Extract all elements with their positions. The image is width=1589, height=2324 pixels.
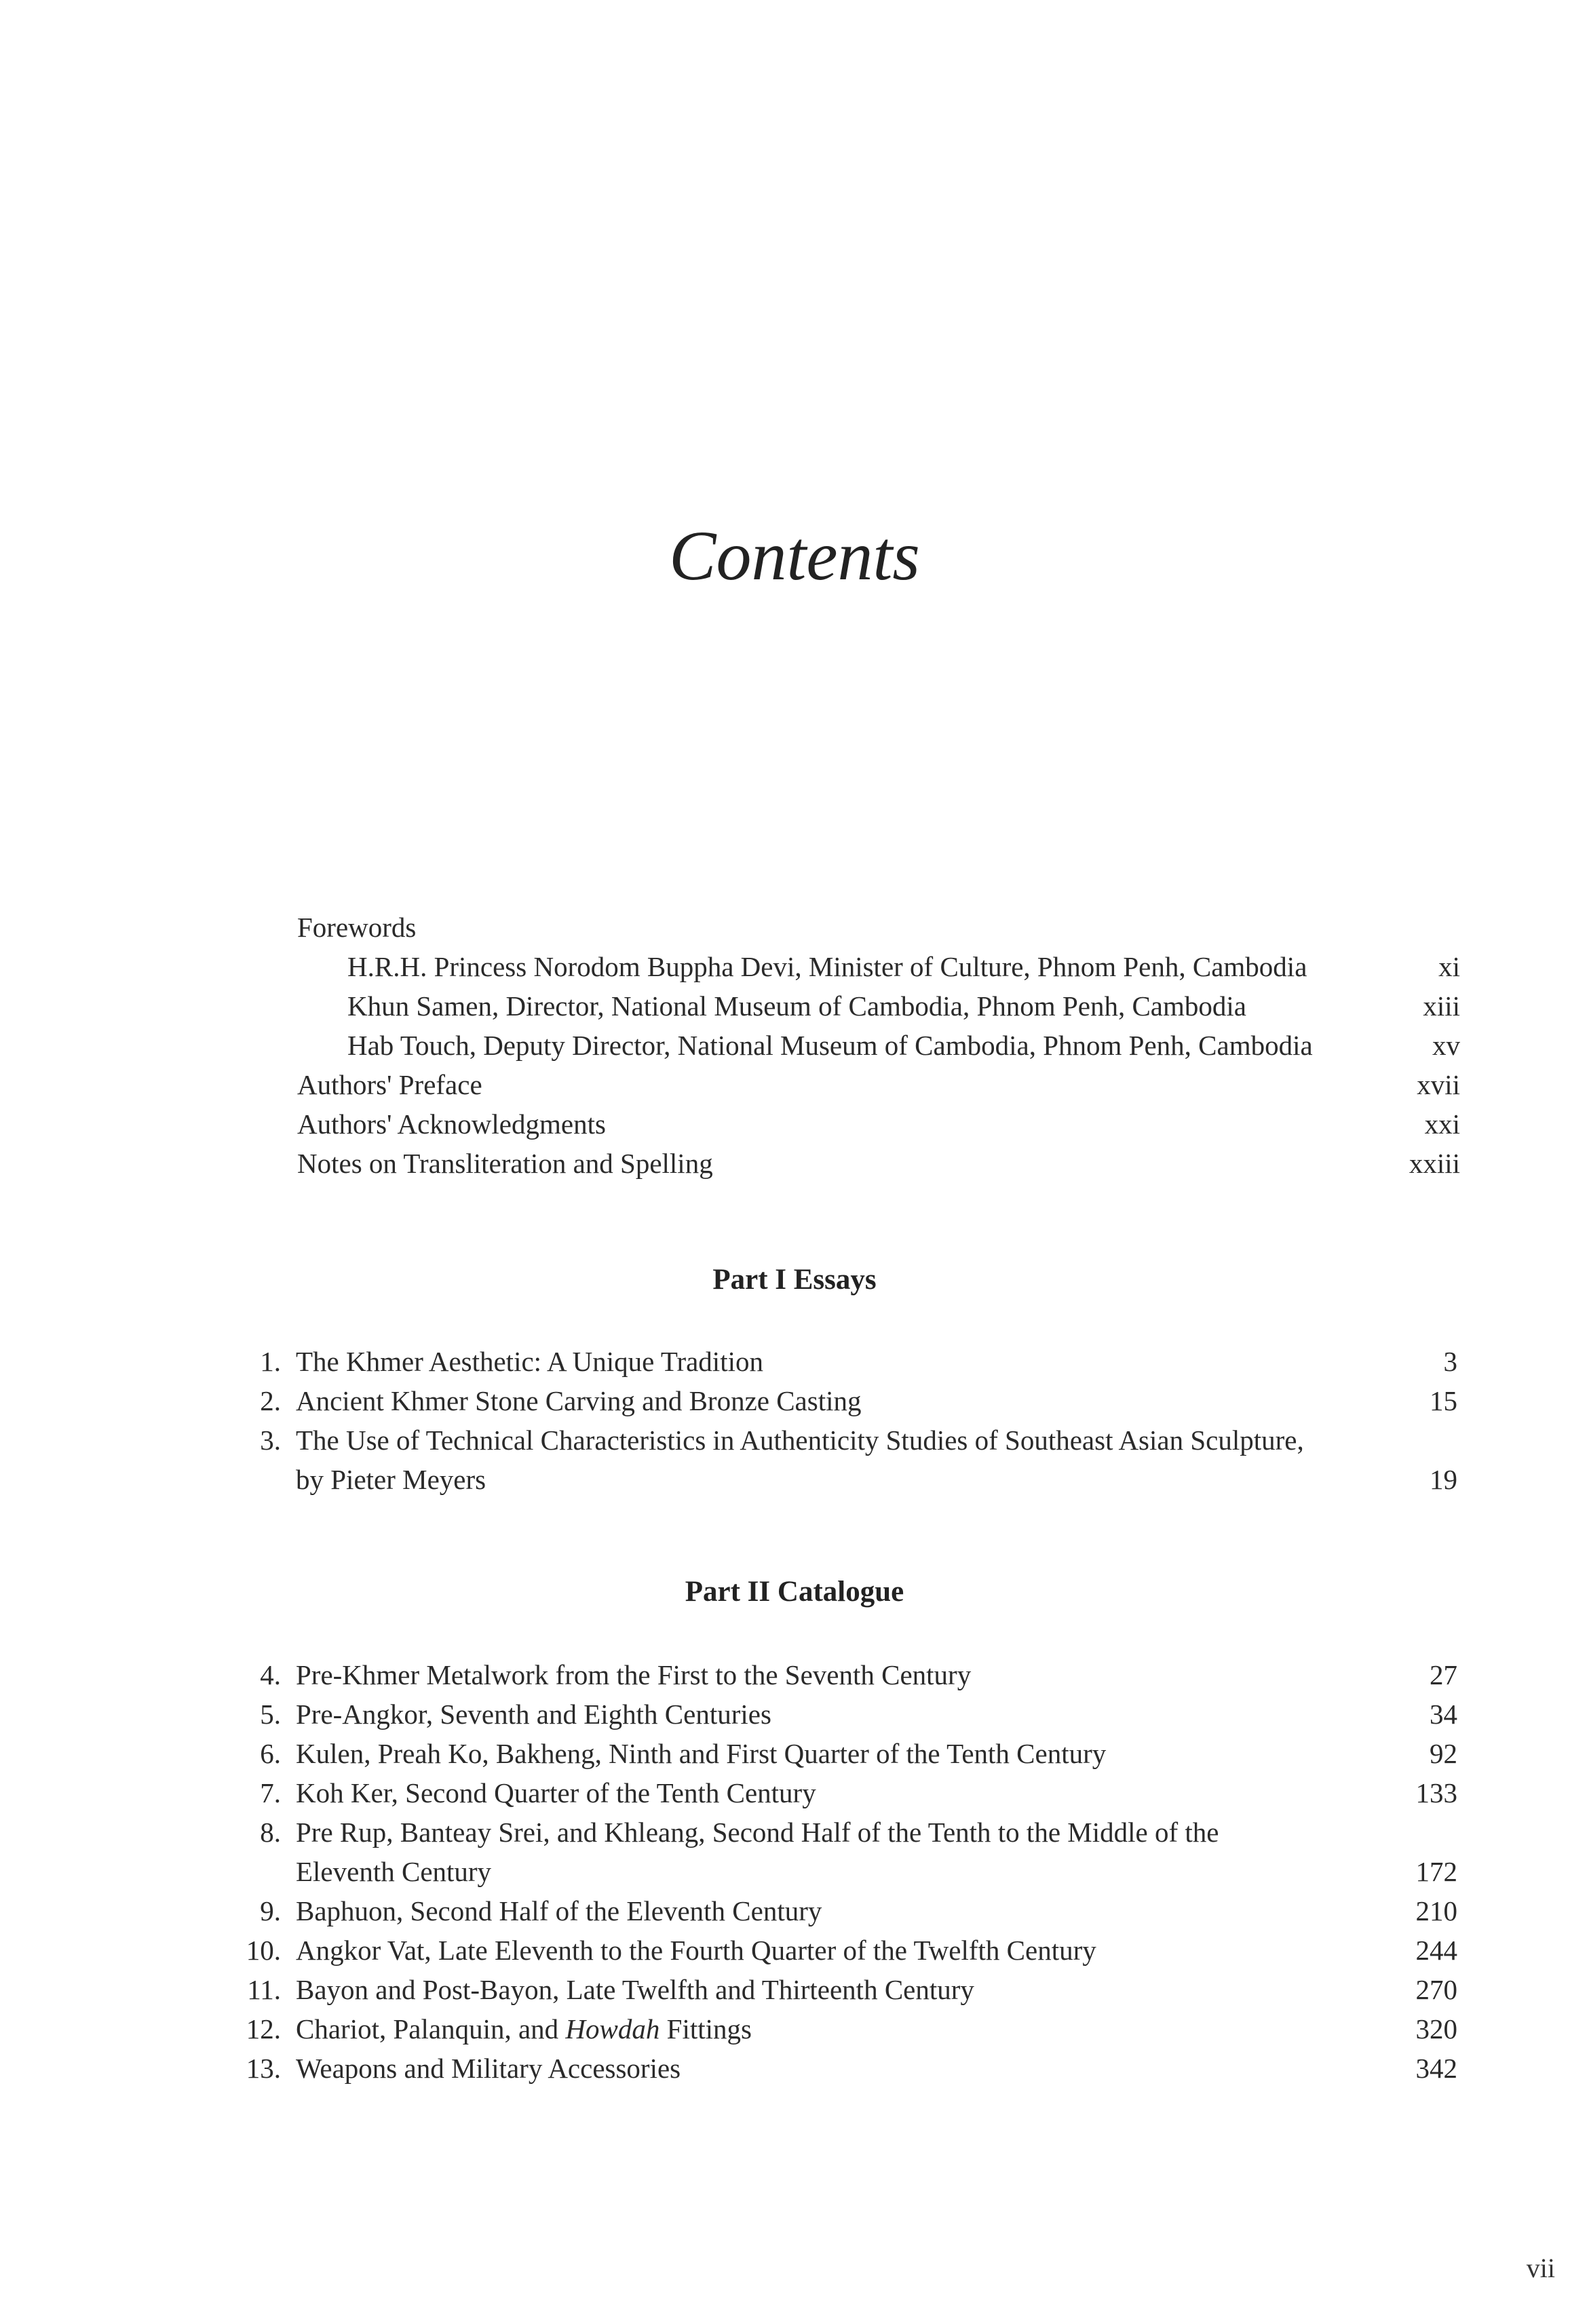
- part2-heading: Part II Catalogue: [685, 1576, 904, 1608]
- front-matter-entry-text: Authors' Preface: [297, 1069, 482, 1100]
- toc-entry-title: Pre-Angkor, Seventh and Eighth Centuries: [296, 1699, 771, 1730]
- toc-entry: [0, 1813, 1589, 1852]
- toc-entry-title-part: Fittings: [659, 2013, 752, 2045]
- foreword-entry: [0, 986, 1589, 1026]
- toc-entry-number: 11.: [247, 1974, 281, 2005]
- toc-entry: [0, 1420, 1589, 1460]
- toc-entry-title-italic: Howdah: [565, 2013, 660, 2045]
- toc-entry-page: 172: [1415, 1856, 1457, 1887]
- toc-entry-title: Baphuon, Second Half of the Eleventh Century: [296, 1895, 822, 1926]
- front-matter-entry: [0, 1104, 1589, 1144]
- foreword-entry-text: Hab Touch, Deputy Director, National Museum of Cambodia, Phnom Penh, Cambodia: [347, 1030, 1313, 1061]
- toc-entry-page: 320: [1415, 2013, 1457, 2045]
- toc-entry-title: Eleventh Century: [296, 1856, 492, 1887]
- toc-entry-title-part: Chariot, Palanquin, and: [296, 2013, 566, 2045]
- toc-entry-title: Pre-Khmer Metalwork from the First to the Seventh Century: [296, 1659, 972, 1690]
- front-matter-entry-page: xvii: [1417, 1069, 1460, 1100]
- toc-entry-title: Bayon and Post-Bayon, Late Twelfth and Thirteenth Century: [296, 1974, 974, 2005]
- toc-entry-title: The Use of Technical Characteristics in Authenticity Studies of Southeast Asian Sculpture,: [296, 1425, 1304, 1456]
- toc-entry-page: 34: [1430, 1699, 1457, 1730]
- toc-entry-number: 12.: [246, 2013, 281, 2045]
- foreword-entry: [0, 947, 1589, 986]
- toc-entry-page: 27: [1430, 1659, 1457, 1690]
- toc-entry-title: Weapons and Military Accessories: [296, 2053, 681, 2084]
- toc-entry-title: Angkor Vat, Late Eleventh to the Fourth Quarter of the Twelfth Century: [296, 1935, 1096, 1966]
- front-matter-entry-page: xxi: [1424, 1108, 1460, 1140]
- toc-entry: [0, 1891, 1589, 1931]
- foreword-entry-page: xi: [1438, 951, 1460, 982]
- foreword-entry: [0, 1026, 1589, 1065]
- forewords-label-text: Forewords: [297, 912, 417, 943]
- toc-entry-number: 10.: [246, 1935, 281, 1966]
- toc-entry-page: 19: [1430, 1464, 1457, 1495]
- toc-entry-page: 342: [1415, 2053, 1457, 2084]
- toc-entry-page: 244: [1415, 1935, 1457, 1966]
- front-matter-entry-page: xxiii: [1409, 1148, 1460, 1179]
- front-matter-entry-text: Notes on Transliteration and Spelling: [297, 1148, 713, 1179]
- toc-entry-number: 4.: [260, 1659, 281, 1690]
- toc-entry-page: 3: [1443, 1346, 1457, 1377]
- toc-entry-number: 3.: [260, 1425, 281, 1456]
- front-matter-entry: [0, 1144, 1589, 1183]
- toc-entry-title: Koh Ker, Second Quarter of the Tenth Century: [296, 1777, 816, 1808]
- toc-entry-number: 1.: [260, 1346, 281, 1377]
- page-number: vii: [1526, 2253, 1555, 2283]
- toc-entry: [0, 1655, 1589, 1694]
- toc-entry-continuation: [0, 1460, 1589, 1499]
- foreword-entry-text: Khun Samen, Director, National Museum of Cambodia, Phnom Penh, Cambodia: [347, 990, 1246, 1022]
- toc-entry: [0, 1734, 1589, 1773]
- toc-entry-title: Ancient Khmer Stone Carving and Bronze Casting: [296, 1385, 862, 1416]
- toc-entry-title: The Khmer Aesthetic: A Unique Tradition: [296, 1346, 763, 1377]
- toc-entry-page: 270: [1415, 1974, 1457, 2005]
- toc-entry-number: 2.: [260, 1385, 281, 1416]
- toc-entry-number: 5.: [260, 1699, 281, 1730]
- toc-entry: [0, 1773, 1589, 1813]
- toc-entry: [0, 2049, 1589, 2088]
- part1-heading: Part I Essays: [712, 1264, 877, 1296]
- toc-entry: [0, 2009, 1589, 2049]
- toc-entry-number: 7.: [260, 1777, 281, 1808]
- toc-entry-page: 15: [1430, 1385, 1457, 1416]
- toc-entry: [0, 1694, 1589, 1734]
- page-title: Contents: [669, 517, 920, 595]
- foreword-entry-text: H.R.H. Princess Norodom Buppha Devi, Minister of Culture, Phnom Penh, Cambodia: [347, 951, 1307, 982]
- toc-entry-title: by Pieter Meyers: [296, 1464, 486, 1495]
- front-matter-entry-text: Authors' Acknowledgments: [297, 1108, 606, 1140]
- toc-entry: [0, 1970, 1589, 2009]
- toc-entry-title: Kulen, Preah Ko, Bakheng, Ninth and First Quarter of the Tenth Century: [296, 1738, 1107, 1769]
- toc-entry: [0, 1931, 1589, 1970]
- toc-entry-page: 210: [1415, 1895, 1457, 1926]
- foreword-entry-page: xv: [1432, 1030, 1460, 1061]
- foreword-entry-page: xiii: [1423, 990, 1460, 1022]
- forewords-label: [297, 908, 1451, 947]
- front-matter-entry: [0, 1065, 1589, 1104]
- toc-entry-title: [296, 2009, 752, 2049]
- toc-entry-number: 13.: [246, 2053, 281, 2084]
- toc-entry-page: 133: [1415, 1777, 1457, 1808]
- toc-entry-number: 6.: [260, 1738, 281, 1769]
- toc-entry-number: 8.: [260, 1817, 281, 1848]
- toc-entry-page: 92: [1430, 1738, 1457, 1769]
- toc-entry: [0, 1342, 1589, 1381]
- toc-entry: [0, 1381, 1589, 1420]
- toc-entry-title: Pre Rup, Banteay Srei, and Khleang, Second Half of the Tenth to the Middle of the: [296, 1817, 1219, 1848]
- toc-entry-continuation: [0, 1852, 1589, 1891]
- toc-entry-number: 9.: [260, 1895, 281, 1926]
